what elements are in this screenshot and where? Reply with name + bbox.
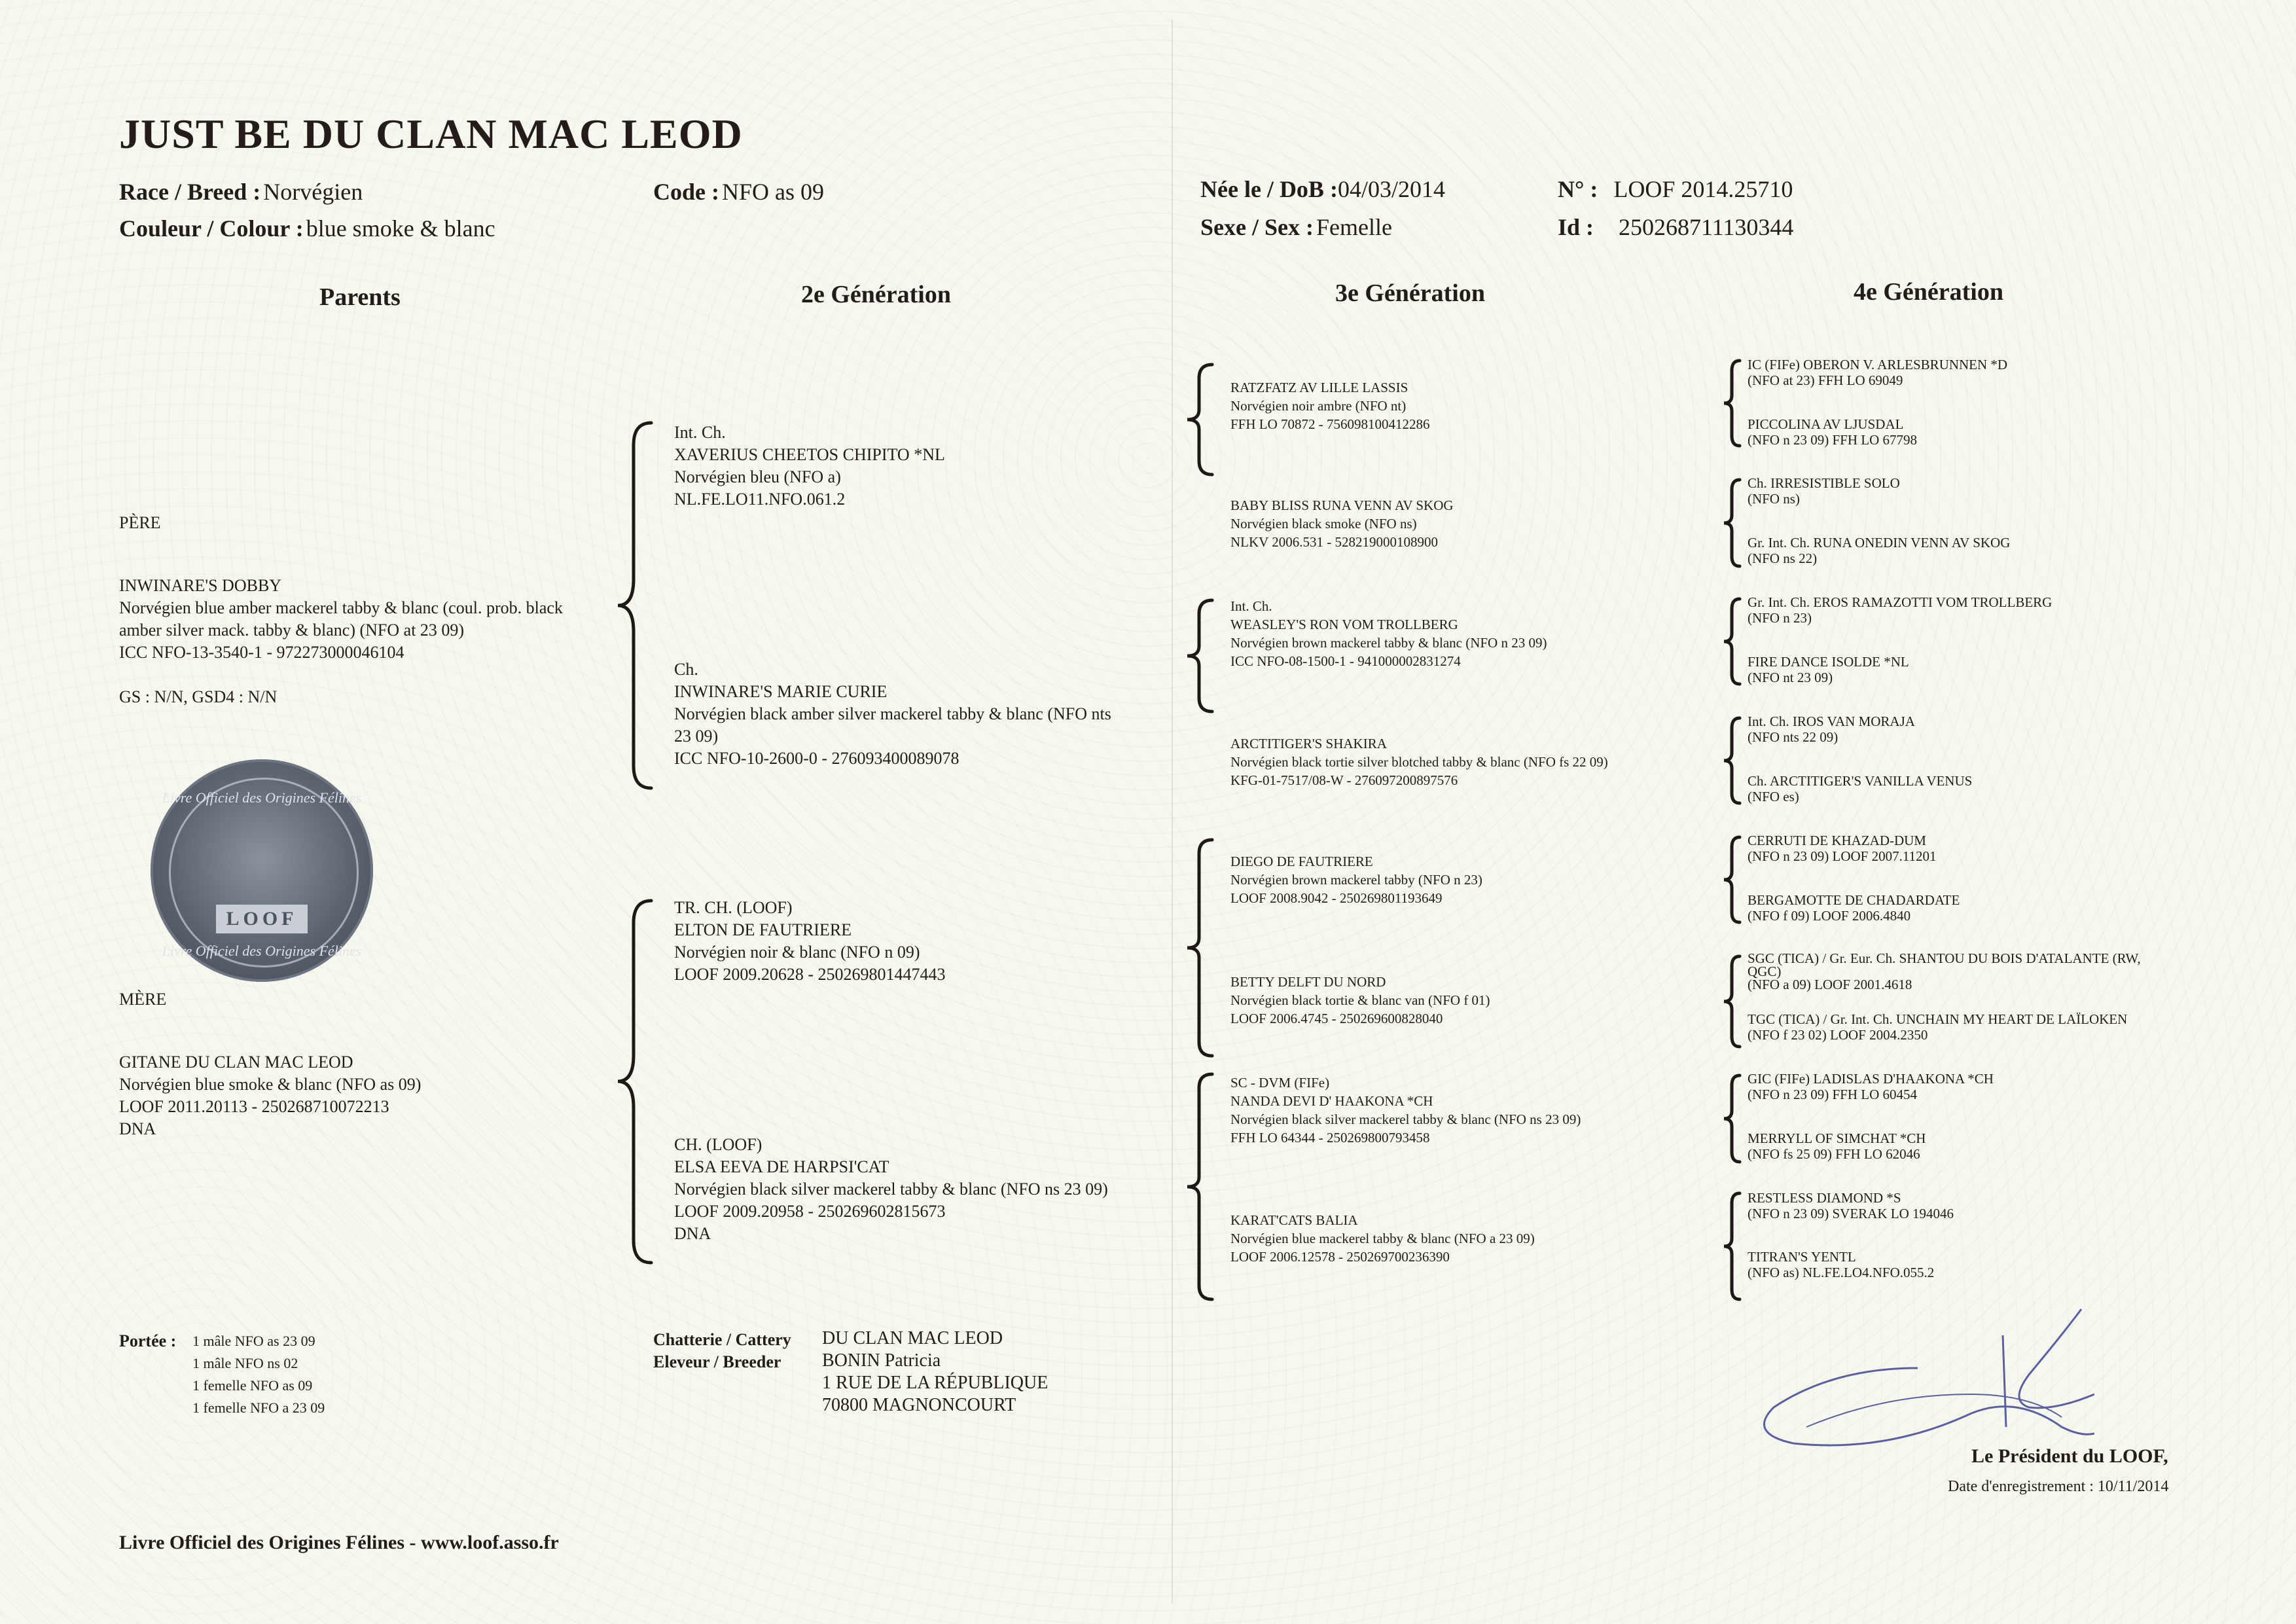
registration-value: LOOF 2014.25710 xyxy=(1613,176,1793,202)
mother-role: MÈRE xyxy=(119,990,167,1009)
parents-heading: Parents xyxy=(319,283,401,311)
gen4-name: TGC (TICA) / Gr. Int. Ch. UNCHAIN MY HEART DE LAÏLOKEN xyxy=(1748,1011,2128,1027)
father-role: PÈRE xyxy=(119,513,161,532)
id-label: Id : xyxy=(1558,214,1594,240)
gen3-name: DIEGO DE FAUTRIERE xyxy=(1230,854,1373,869)
gen3-identifier: NLKV 2006.531 - 528219000108900 xyxy=(1230,534,1438,550)
signature-label: Le Président du LOOF, xyxy=(1971,1445,2168,1467)
couleur-label: Couleur / Colour : xyxy=(119,215,304,242)
father-identifier: ICC NFO-13-3540-1 - 972273000046104 xyxy=(119,643,404,662)
mother-block xyxy=(119,988,421,1140)
gen2-title: CH. (LOOF) xyxy=(674,1135,762,1154)
gen2-title: Ch. xyxy=(674,660,698,679)
colour-row xyxy=(119,215,495,242)
brace-gen4-1 xyxy=(1711,357,1750,449)
father-description-cont: amber silver mack. tabby & blanc) (NFO at 23 09) xyxy=(119,621,465,640)
breed-row xyxy=(119,178,363,206)
gen4-item-5 xyxy=(1748,594,2052,626)
gen4-item-16 xyxy=(1748,1249,1934,1280)
brace-gen4-4 xyxy=(1711,715,1750,806)
gen4-name: RESTLESS DIAMOND *S xyxy=(1748,1190,1901,1206)
gen3-description: Norvégien blue mackerel tabby & blanc (NFO a 23 09) xyxy=(1230,1231,1535,1246)
gen2-description: Norvégien black silver mackerel tabby & blanc (NFO ns 23 09) xyxy=(674,1180,1108,1199)
gen3-item-5 xyxy=(1230,852,1482,907)
gen4-item-8 xyxy=(1748,773,1972,804)
brace-mother xyxy=(615,897,655,1267)
gen3-description: Norvégien brown mackerel tabby (NFO n 23) xyxy=(1230,872,1482,888)
gen2-description: Norvégien black amber silver mackerel tabby & blanc (NFO nts xyxy=(674,704,1111,723)
gen4-identifier: (NFO fs 25 09) FFH LO 62046 xyxy=(1748,1146,1920,1162)
code-label: Code : xyxy=(653,179,719,205)
gen4-identifier: (NFO a 09) LOOF 2001.4618 xyxy=(1748,977,1912,992)
race-value: Norvégien xyxy=(263,179,363,205)
sex-row xyxy=(1200,213,1392,241)
code-value: NFO as 09 xyxy=(722,179,825,205)
gen4-identifier: (NFO f 23 02) LOOF 2004.2350 xyxy=(1748,1027,1928,1043)
gen4-name: TITRAN'S YENTL xyxy=(1748,1249,1856,1265)
gen2-identifier: LOOF 2009.20958 - 250269602815673 xyxy=(674,1202,946,1221)
president-signature xyxy=(1754,1296,2094,1466)
brace-father xyxy=(615,419,655,792)
brace-gen4-6 xyxy=(1711,953,1750,1050)
gen3-identifier: LOOF 2008.9042 - 250269801193649 xyxy=(1230,890,1443,906)
id-row xyxy=(1558,213,1793,241)
gen4-name: SGC (TICA) / Gr. Eur. Ch. SHANTOU DU BOIS D'ATALANTE (RW, xyxy=(1748,950,2141,966)
gen2-identifier: ICC NFO-10-2600-0 - 276093400089078 xyxy=(674,749,960,768)
gen4-item-9 xyxy=(1748,833,1937,864)
registration-row xyxy=(1558,175,1793,203)
brace-gen4-5 xyxy=(1711,834,1750,926)
gen4-name: Ch. IRRESISTIBLE SOLO xyxy=(1748,475,1900,491)
brace-gen3-1 xyxy=(1178,361,1217,478)
dob-label: Née le / DoB : xyxy=(1200,176,1338,202)
gen4-name: PICCOLINA AV LJUSDAL xyxy=(1748,416,1904,432)
gen3-item-4 xyxy=(1230,734,1608,789)
gen3-name: ARCTITIGER'S SHAKIRA xyxy=(1230,736,1387,751)
cat-name-title: JUST BE DU CLAN MAC LEOD xyxy=(119,111,743,157)
gen3-item-7 xyxy=(1230,1074,1581,1147)
gen4-identifier: (NFO at 23) FFH LO 69049 xyxy=(1748,372,1903,388)
brace-gen4-7 xyxy=(1711,1072,1750,1165)
gen4-name: BERGAMOTTE DE CHADARDATE xyxy=(1748,892,1960,908)
registration-label: N° : xyxy=(1558,176,1598,202)
gen4-name: MERRYLL OF SIMCHAT *CH xyxy=(1748,1130,1926,1146)
mother-dna: DNA xyxy=(119,1119,156,1138)
gen3-identifier: LOOF 2006.4745 - 250269600828040 xyxy=(1230,1011,1443,1026)
gen3-identifier: ICC NFO-08-1500-1 - 941000002831274 xyxy=(1230,653,1461,669)
gen4-item-2 xyxy=(1748,416,1917,448)
dob-value: 04/03/2014 xyxy=(1337,176,1445,202)
gen4-item-13 xyxy=(1748,1071,1994,1102)
mother-name: GITANE DU CLAN MAC LEOD xyxy=(119,1053,353,1072)
seal-logo: LOOF xyxy=(216,905,308,933)
cattery-label: Chatterie / Cattery xyxy=(653,1330,791,1349)
brace-gen3-3 xyxy=(1178,837,1217,1059)
gen3-identifier: LOOF 2006.12578 - 250269700236390 xyxy=(1230,1249,1450,1265)
breeder-address-1: 1 RUE DE LA RÉPUBLIQUE xyxy=(822,1373,1049,1393)
gen2-identifier: NL.FE.LO11.NFO.061.2 xyxy=(674,490,846,509)
father-genetic-tests: GS : N/N, GSD4 : N/N xyxy=(119,687,278,706)
gen2-sire-sire xyxy=(674,422,945,511)
breeder-labels xyxy=(653,1329,791,1373)
gen3-description: Norvégien black tortie silver blotched tabby & blanc (NFO fs 22 09) xyxy=(1230,754,1608,770)
gen4-name: Ch. ARCTITIGER'S VANILLA VENUS xyxy=(1748,773,1973,789)
seal-text-top: Livre Officiel des Origines Félines xyxy=(162,789,362,806)
gen2-sire-dam xyxy=(674,659,1111,770)
gen3-title: Int. Ch. xyxy=(1230,598,1272,614)
gen4-heading: 4e Génération xyxy=(1854,278,2004,306)
litter-item: 1 femelle NFO as 09 xyxy=(192,1377,313,1394)
breeder-name: BONIN Patricia xyxy=(822,1350,941,1371)
gen2-identifier: LOOF 2009.20628 - 250269801447443 xyxy=(674,965,946,984)
gen3-heading: 3e Génération xyxy=(1335,280,1486,307)
brace-gen4-2 xyxy=(1711,477,1750,569)
gen2-description-cont: 23 09) xyxy=(674,727,719,746)
breeder-values xyxy=(822,1327,1048,1416)
gen4-item-1 xyxy=(1748,357,2007,388)
litter-item: 1 femelle NFO a 23 09 xyxy=(192,1399,325,1416)
litter-label: Portée : xyxy=(119,1331,177,1350)
gen3-name: KARAT'CATS BALIA xyxy=(1230,1212,1358,1228)
gen4-identifier: (NFO n 23 09) FFH LO 67798 xyxy=(1748,432,1918,448)
gen4-name: Int. Ch. IROS VAN MORAJA xyxy=(1748,713,1915,729)
gen2-name: ELTON DE FAUTRIERE xyxy=(674,920,852,939)
gen3-name: WEASLEY'S RON VOM TROLLBERG xyxy=(1230,617,1458,632)
gen4-item-10 xyxy=(1748,892,1960,924)
gen4-item-11 xyxy=(1748,952,2141,991)
gen4-name: GIC (FIFe) LADISLAS D'HAAKONA *CH xyxy=(1748,1071,1994,1087)
brace-gen4-3 xyxy=(1711,596,1750,687)
gen2-dam-sire xyxy=(674,897,946,986)
gen3-item-6 xyxy=(1230,973,1490,1028)
gen3-item-1 xyxy=(1230,378,1430,433)
gen2-dna: DNA xyxy=(674,1224,711,1243)
gen3-item-3 xyxy=(1230,597,1547,670)
gen4-item-7 xyxy=(1748,713,1915,745)
mother-identifier: LOOF 2011.20113 - 250268710072213 xyxy=(119,1097,389,1116)
gen3-name: RATZFATZ AV LILLE LASSIS xyxy=(1230,380,1408,395)
father-description: Norvégien blue amber mackerel tabby & blanc (coul. prob. black xyxy=(119,598,563,617)
gen4-identifier: (NFO n 23 09) LOOF 2007.11201 xyxy=(1748,848,1937,864)
litter-item: 1 mâle NFO ns 02 xyxy=(192,1355,298,1371)
gen3-item-2 xyxy=(1230,496,1454,551)
gen4-identifier: (NFO nt 23 09) xyxy=(1748,670,1833,685)
gen4-identifier: (NFO es) xyxy=(1748,789,1799,804)
gen3-title: SC - DVM (FIFe) xyxy=(1230,1075,1330,1091)
gen4-name-cont: QGC) xyxy=(1748,964,1782,979)
gen3-name: BETTY DELFT DU NORD xyxy=(1230,974,1386,990)
brace-gen3-4 xyxy=(1178,1071,1217,1303)
gen2-name: XAVERIUS CHEETOS CHIPITO *NL xyxy=(674,445,945,464)
gen4-identifier: (NFO n 23 09) SVERAK LO 194046 xyxy=(1748,1206,1954,1221)
gen2-title: TR. CH. (LOOF) xyxy=(674,898,793,917)
gen4-item-15 xyxy=(1748,1190,1954,1221)
gen4-name: Gr. Int. Ch. EROS RAMAZOTTI VOM TROLLBERG xyxy=(1748,594,2053,610)
gen4-name: IC (FIFe) OBERON V. ARLESBRUNNEN *D xyxy=(1748,357,2008,372)
couleur-value: blue smoke & blanc xyxy=(306,215,495,242)
gen4-identifier: (NFO ns) xyxy=(1748,491,1800,507)
seal-text-bottom: Livre Officiel des Origines Félines xyxy=(162,943,362,959)
cattery-value: DU CLAN MAC LEOD xyxy=(822,1328,1003,1348)
gen3-identifier: FFH LO 70872 - 756098100412286 xyxy=(1230,416,1430,432)
gen4-identifier: (NFO as) NL.FE.LO4.NFO.055.2 xyxy=(1748,1265,1935,1280)
gen3-description: Norvégien brown mackerel tabby & blanc (NFO n 23 09) xyxy=(1230,635,1547,651)
gen2-title: Int. Ch. xyxy=(674,423,726,442)
sex-value: Femelle xyxy=(1316,214,1392,240)
brace-gen3-2 xyxy=(1178,597,1217,715)
gen2-dam-dam xyxy=(674,1134,1108,1245)
code-row xyxy=(653,178,824,206)
gen2-description: Norvégien noir & blanc (NFO n 09) xyxy=(674,943,920,962)
brace-gen4-8 xyxy=(1711,1190,1750,1303)
gen4-identifier: (NFO ns 22) xyxy=(1748,550,1818,566)
gen4-identifier: (NFO f 09) LOOF 2006.4840 xyxy=(1748,908,1911,924)
litter-item: 1 mâle NFO as 23 09 xyxy=(192,1333,315,1349)
gen4-item-4 xyxy=(1748,535,2010,566)
registration-date xyxy=(1948,1478,2168,1496)
race-label: Race / Breed : xyxy=(119,179,261,205)
gen3-description: Norvégien black tortie & blanc van (NFO f 01) xyxy=(1230,992,1490,1008)
gen3-description: Norvégien black silver mackerel tabby & blanc (NFO ns 23 09) xyxy=(1230,1111,1581,1127)
gen4-name: CERRUTI DE KHAZAD-DUM xyxy=(1748,833,1926,848)
sex-label: Sexe / Sex : xyxy=(1200,214,1314,240)
gen4-item-6 xyxy=(1748,654,1909,685)
gen4-identifier: (NFO n 23 09) FFH LO 60454 xyxy=(1748,1087,1918,1102)
page-fold xyxy=(1172,20,1173,1604)
gen3-identifier: KFG-01-7517/08-W - 276097200897576 xyxy=(1230,772,1458,788)
gen2-description: Norvégien bleu (NFO a) xyxy=(674,467,841,486)
gen4-item-12 xyxy=(1748,1011,2127,1043)
gen4-item-14 xyxy=(1748,1130,1926,1162)
gen3-description: Norvégien black smoke (NFO ns) xyxy=(1230,516,1417,532)
date-label: Date d'enregistrement : xyxy=(1948,1478,2094,1495)
father-block xyxy=(119,512,563,708)
gen3-identifier: FFH LO 64344 - 250269800793458 xyxy=(1230,1130,1430,1146)
gen2-heading: 2e Génération xyxy=(801,281,952,308)
litter-list xyxy=(192,1330,325,1419)
breeder-label: Eleveur / Breeder xyxy=(653,1352,781,1371)
dob-row xyxy=(1200,175,1445,203)
gen2-name: ELSA EEVA DE HARPSI'CAT xyxy=(674,1157,889,1176)
mother-description: Norvégien blue smoke & blanc (NFO as 09) xyxy=(119,1075,422,1094)
gen4-identifier: (NFO n 23) xyxy=(1748,610,1812,626)
date-value: 10/11/2014 xyxy=(2097,1478,2169,1495)
father-name: INWINARE'S DOBBY xyxy=(119,576,282,595)
gen4-item-3 xyxy=(1748,475,1900,507)
gen4-name: FIRE DANCE ISOLDE *NL xyxy=(1748,654,1909,670)
gen3-name: NANDA DEVI D' HAAKONA *CH xyxy=(1230,1093,1433,1109)
breeder-address-2: 70800 MAGNONCOURT xyxy=(822,1395,1016,1415)
gen3-item-8 xyxy=(1230,1211,1535,1266)
gen4-name: Gr. Int. Ch. RUNA ONEDIN VENN AV SKOG xyxy=(1748,535,2011,550)
gen3-description: Norvégien noir ambre (NFO nt) xyxy=(1230,398,1407,414)
id-value: 250268711130344 xyxy=(1619,214,1794,240)
gen3-name: BABY BLISS RUNA VENN AV SKOG xyxy=(1230,497,1454,513)
gen4-identifier: (NFO nts 22 09) xyxy=(1748,729,1839,745)
gen2-name: INWINARE'S MARIE CURIE xyxy=(674,682,888,701)
footer-text: Livre Officiel des Origines Félines - www.loof.asso.fr xyxy=(119,1532,559,1553)
